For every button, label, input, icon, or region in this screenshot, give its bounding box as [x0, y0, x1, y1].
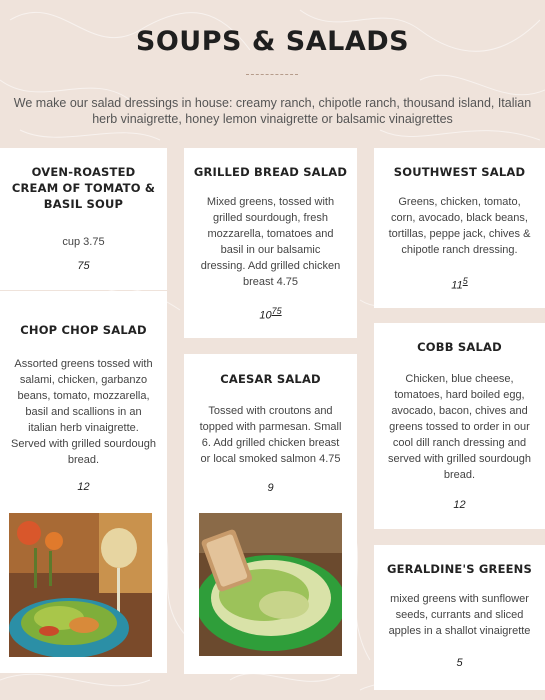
menu-item-name: CHOP CHOP SALAD [20, 323, 147, 337]
intro-text: We make our salad dressings in house: creamy ranch, chipotle ranch, thousand island, Italian herb vinaigrette, honey lemon vinaigrette or balsamic vinaigrettes [13, 96, 532, 126]
menu-item-description: cup 3.75 [62, 236, 105, 248]
title-divider [246, 74, 298, 75]
menu-item-chop-chop-salad [0, 291, 167, 673]
menu-item-tomato-soup [0, 148, 167, 290]
menu-item-price: 5 [456, 657, 463, 669]
menu-item-caesar-salad [184, 354, 357, 674]
page-title: SOUPS & SALADS [135, 26, 410, 57]
menu-item-price: $10_{75}$ [259, 306, 282, 322]
menu-item-description: Tossed with croutons and topped with parmesan. Small 6. Add grilled chicken breast or local smoked salmon 4.75 [199, 405, 342, 465]
menu-item-price: $11_5$ [451, 276, 468, 292]
salad-wine-photo [9, 513, 152, 657]
menu-item-description: mixed greens with sunflower seeds, currants and sliced apples in a shallot vinaigrette [388, 593, 531, 637]
menu-item-southwest-salad [374, 148, 545, 308]
caesar-salad-photo [199, 513, 342, 656]
menu-item-name: GRILLED BREAD SALAD [193, 165, 348, 179]
menu-item-cobb-salad [374, 323, 545, 529]
menu-item-name: CAESAR SALAD [220, 372, 321, 386]
menu-item-description: Greens, chicken, tomato, corn, avocado, black beans, tortillas, peppe jack, chives & chipotle ranch dressing. [388, 196, 531, 256]
menu-item-name: OVEN-ROASTED CREAM OF TOMATO & BASIL SOUP [11, 165, 156, 211]
menu-item-description: Assorted greens tossed with salami, chicken, garbanzo beans, tomato, mozzarella, basil and scallions in an italian herb vinaigrette. Served with grilled sourdough bread. [11, 358, 156, 466]
menu-item-price: 12 [453, 499, 466, 511]
menu-item-name: GERALDINE'S GREENS [386, 562, 532, 576]
menu-item-grilled-bread-salad [184, 148, 357, 338]
menu-item-geraldines-greens [374, 545, 545, 690]
menu-item-name: COBB SALAD [417, 340, 502, 354]
menu-item-name: SOUTHWEST SALAD [393, 165, 526, 179]
menu-item-price: 12 [77, 481, 90, 493]
menu-item-price: 9 [267, 482, 274, 494]
menu-item-price: 75 [77, 260, 90, 272]
menu-item-description: Chicken, blue cheese, tomatoes, hard boiled egg, avocado, bacon, chives and greens tossed to order in our cool dill ranch dressing and served with grilled sourdough bread. [387, 373, 532, 481]
menu-item-description: Mixed greens, tossed with grilled sourdough, fresh mozzarella, tomatoes and basil in our balsamic dressing. Add grilled chicken breast 4.75 [200, 196, 341, 288]
